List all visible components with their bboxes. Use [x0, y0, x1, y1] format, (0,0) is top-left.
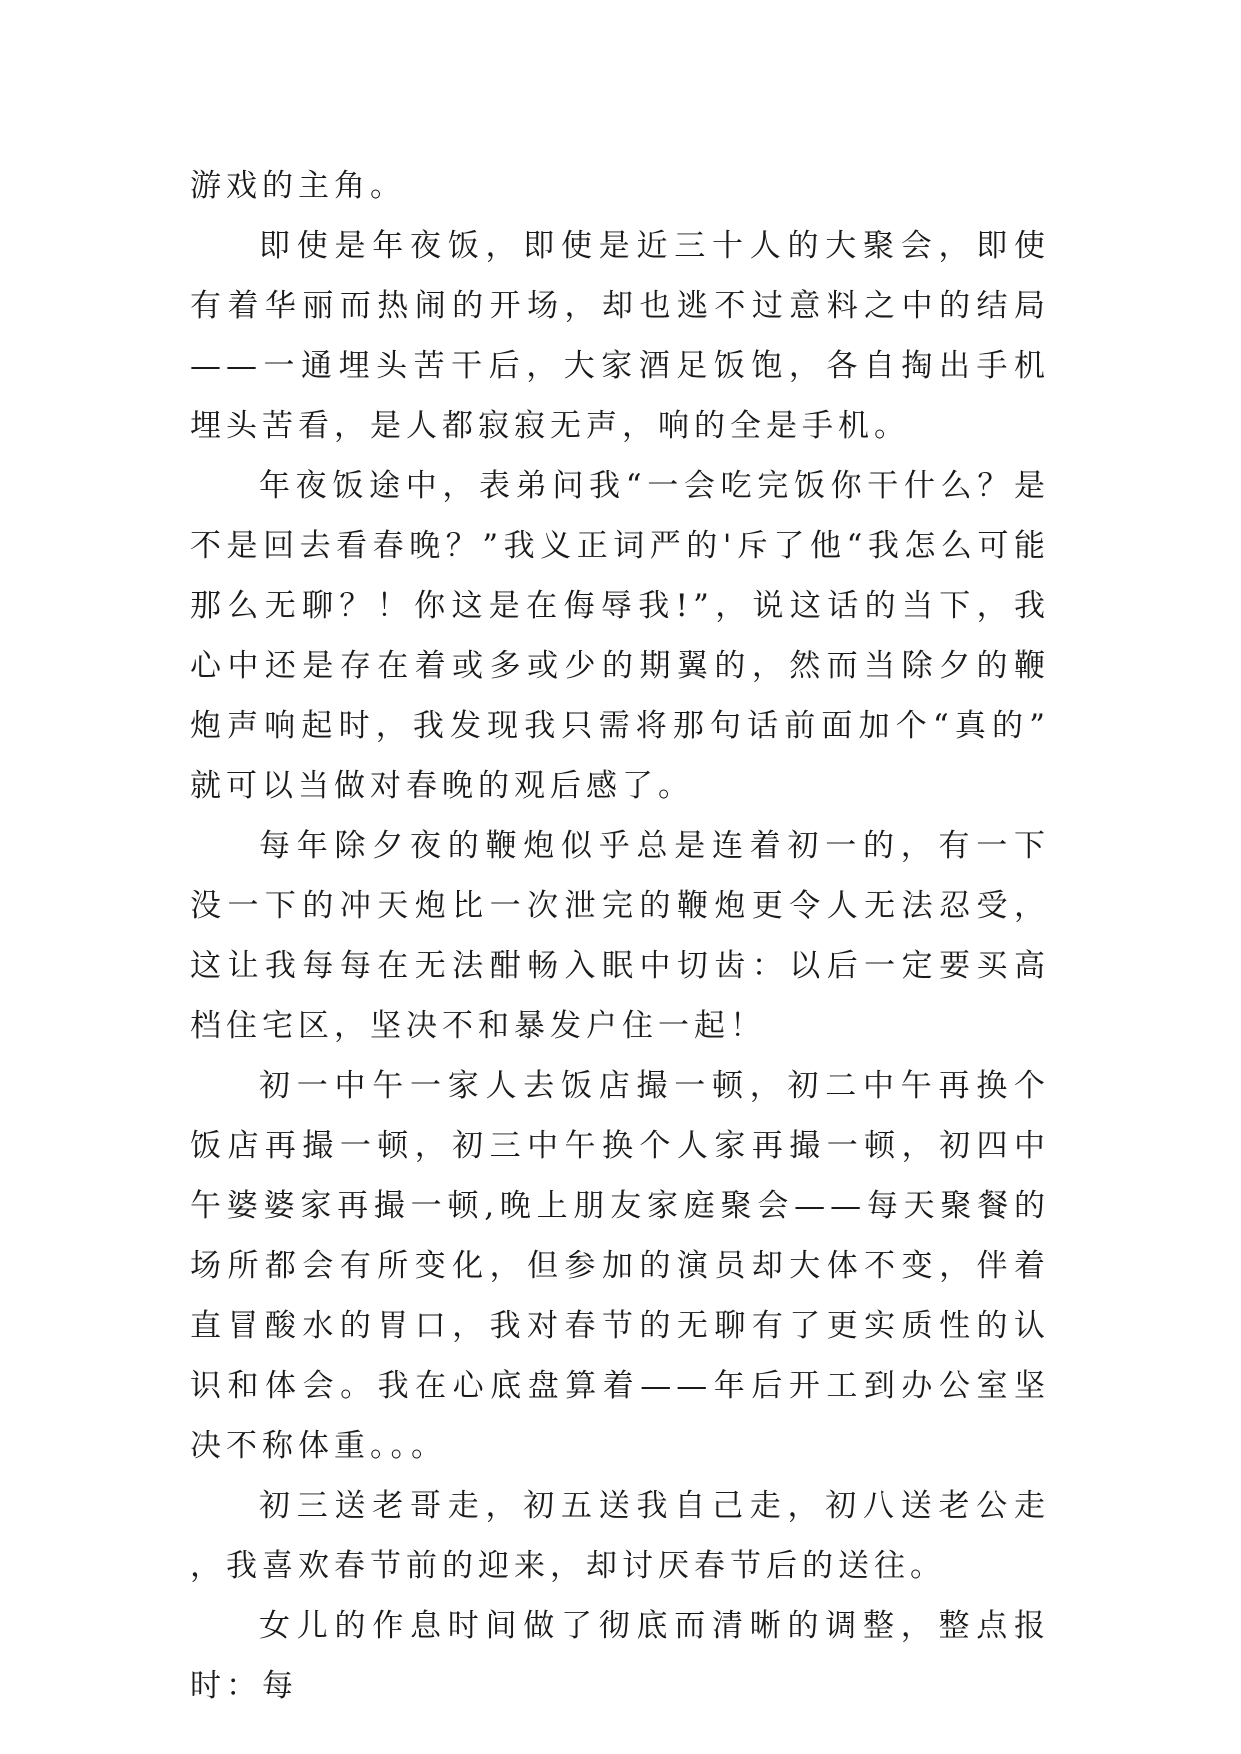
paragraph-3: 年夜饭途中，表弟问我“一会吃完饭你干什么？是不是回去看春晚？”我义正词严的'斥了他“我怎么可能那么无聊？！你这是在侮辱我!”，说这话的当下，我心中还是存在着或多或少的期翼的，然而当除夕的鞭炮声响起时，我发现我只需将那句话前面加个“真的”就可以当做对春晚的观后感了。 [190, 468, 1050, 804]
paragraph-7: 女儿的作息时间做了彻底而清晰的调整，整点报时：每 [190, 1608, 1050, 1704]
paragraph-5: 初一中午一家人去饭店撮一顿，初二中午再换个饭店再撮一顿，初三中午换个人家再撮一顿，初四中午婆婆家再撮一顿,晚上朋友家庭聚会——每天聚餐的场所都会有所变化，但参加的演员却大体不变，伴着直冒酸水的胃口，我对春节的无聊有了更实质性的认识和体会。我在心底盘算着——年后开工到办公室坚决不称体重。。。 [190, 1068, 1050, 1464]
paragraph-2: 即使是年夜饭，即使是近三十人的大聚会，即使有着华丽而热闹的开场，却也逃不过意料之中的结局——一通埋头苦干后，大家酒足饭饱，各自掏出手机埋头苦看，是人都寂寂无声，响的全是手机。 [190, 228, 1050, 444]
paragraph-1: 游戏的主角。 [190, 168, 406, 204]
paragraph-6: 初三送老哥走，初五送我自己走，初八送老公走，我喜欢春节前的迎来，却讨厌春节后的送往。 [190, 1488, 1050, 1584]
paragraph-4: 每年除夕夜的鞭炮似乎总是连着初一的，有一下没一下的冲天炮比一次泄完的鞭炮更令人无法忍受，这让我每每在无法酣畅入眠中切齿：以后一定要买高档住宅区，坚决不和暴发户住一起！ [190, 828, 1050, 1044]
document-body [190, 156, 1050, 1716]
